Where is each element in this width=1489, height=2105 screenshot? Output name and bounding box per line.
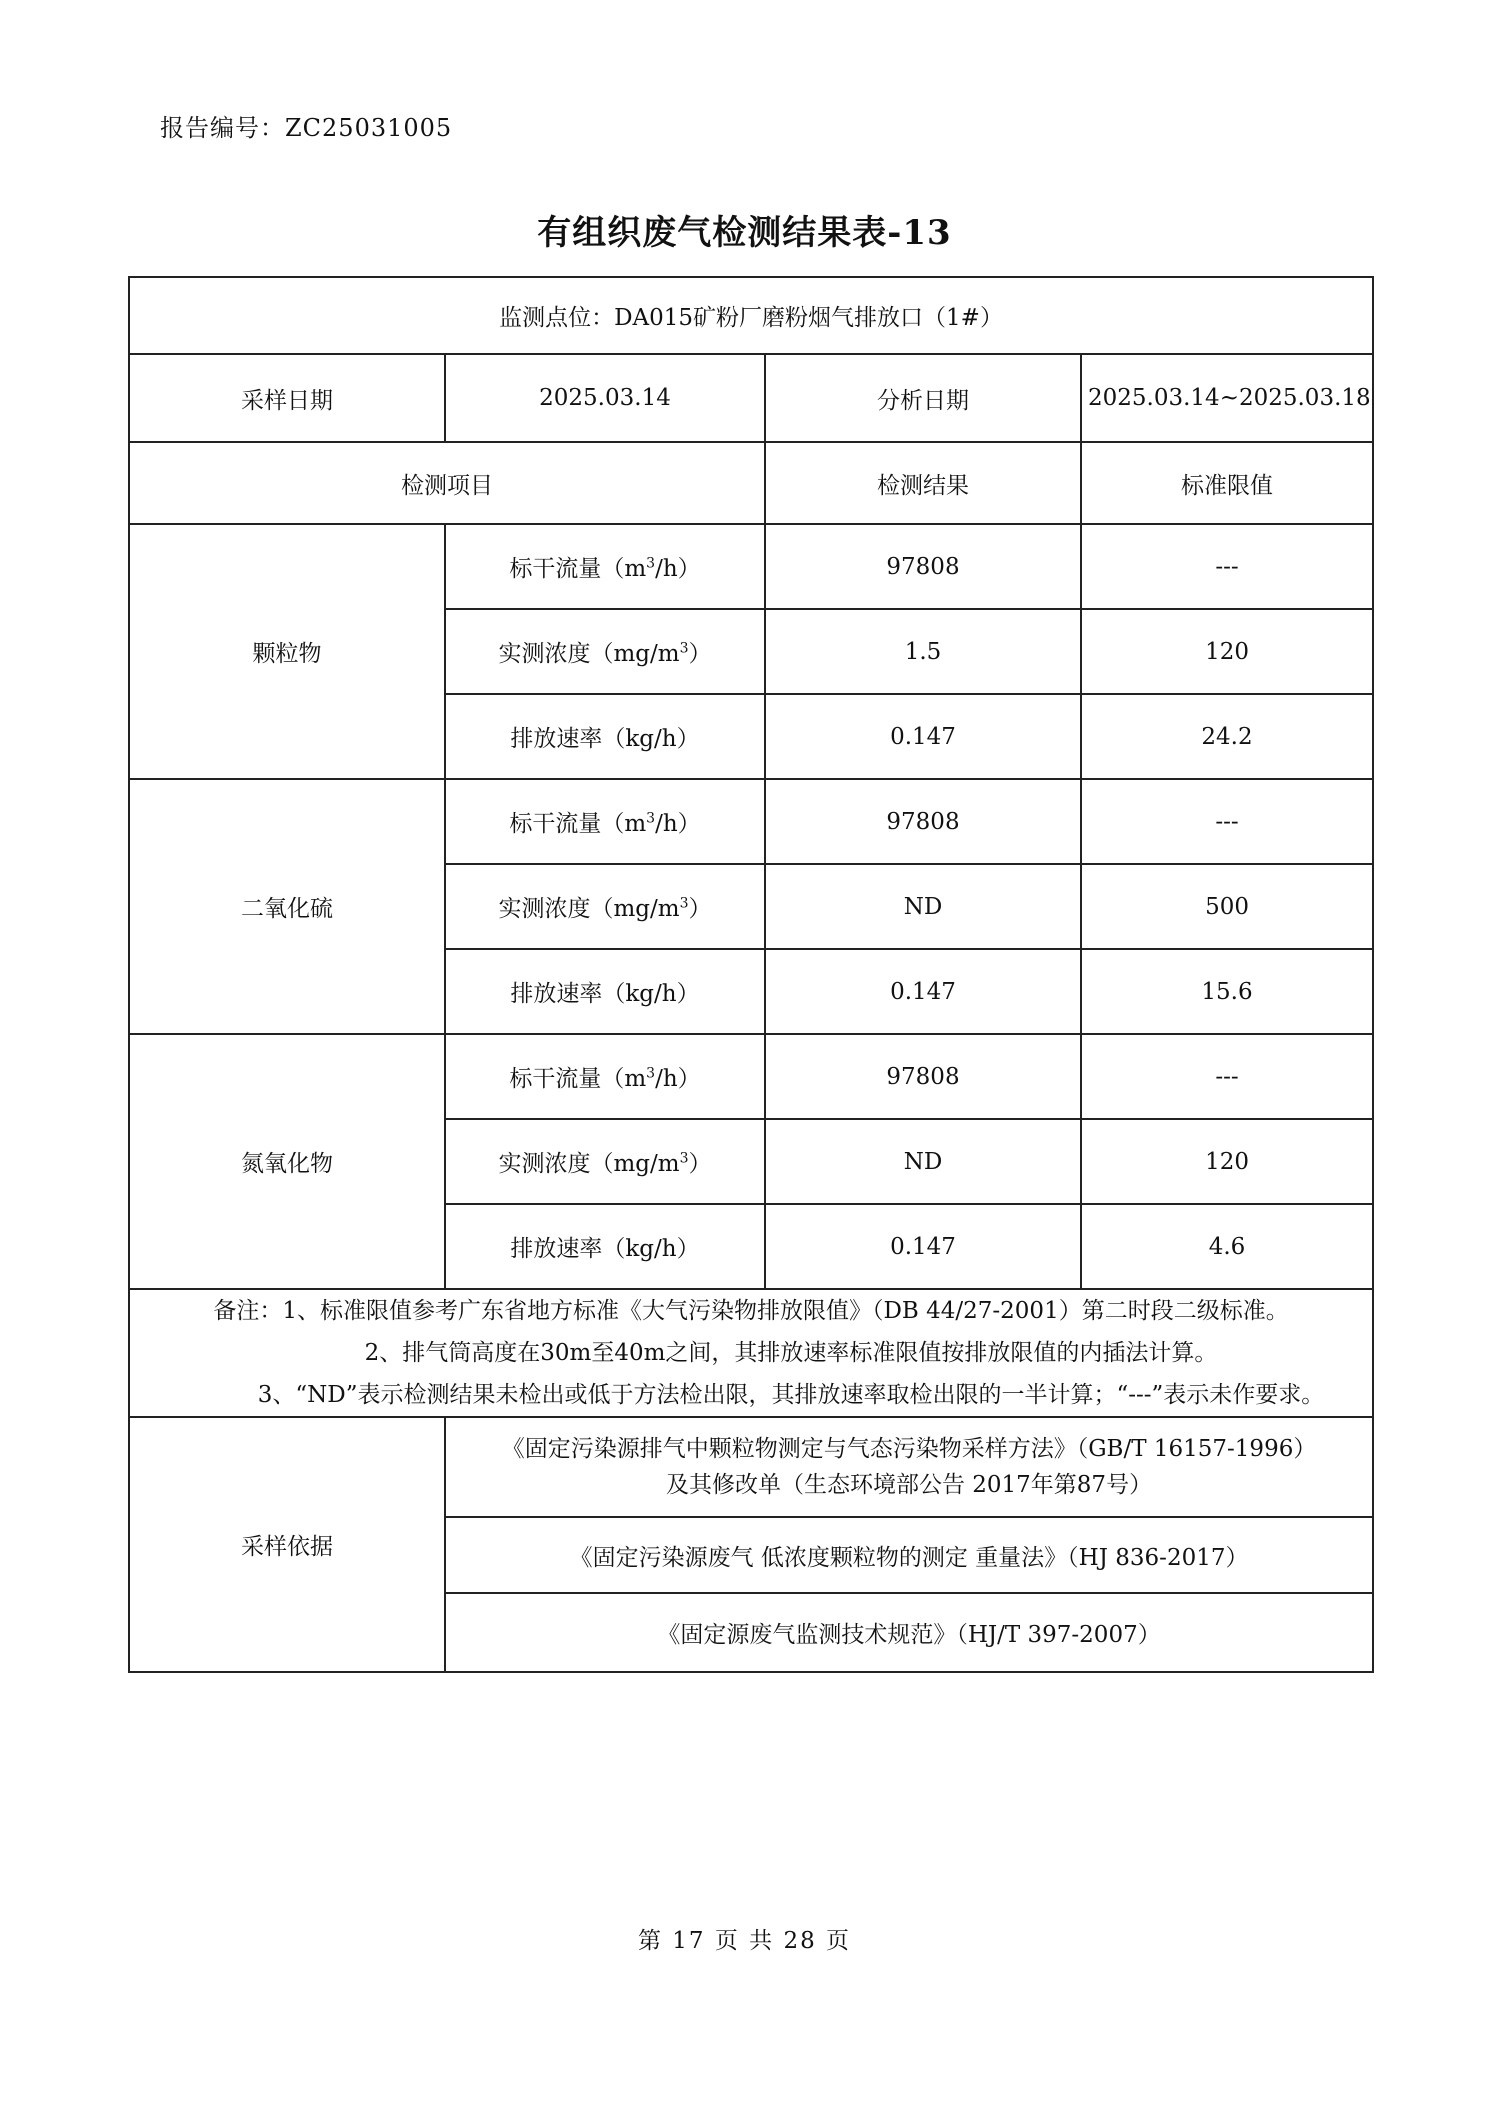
group-name: 二氧化硫 — [129, 779, 445, 1034]
limit-value: 15.6 — [1081, 949, 1373, 1034]
param-text-end: ） — [688, 641, 712, 667]
group-name: 氮氧化物 — [129, 1034, 445, 1289]
basis-1 — [445, 1417, 1373, 1517]
report-number: 报告编号：ZC25031005 — [160, 114, 453, 142]
param-superscript: 3 — [646, 1065, 656, 1082]
param-name — [445, 609, 765, 694]
basis-label: 采样依据 — [129, 1417, 445, 1672]
monitor-point-row — [129, 277, 1373, 354]
param-text-end: /h） — [655, 556, 701, 582]
param-name — [445, 1204, 765, 1289]
table-row — [129, 524, 1373, 609]
col-item-header: 检测项目 — [129, 442, 765, 524]
group-name: 颗粒物 — [129, 524, 445, 779]
param-name — [445, 1034, 765, 1119]
sample-date: 2025.03.14 — [445, 354, 765, 442]
param-superscript: 3 — [679, 640, 689, 657]
results-table — [128, 276, 1374, 1673]
limit-value: --- — [1081, 524, 1373, 609]
param-text: 标干流量（m — [509, 1066, 647, 1092]
param-text: 实测浓度（mg/m — [498, 1151, 680, 1177]
basis-3: 《固定源废气监测技术规范》（HJ/T 397-2007） — [445, 1593, 1373, 1672]
result-value: 97808 — [765, 779, 1081, 864]
col-result-header: 检测结果 — [765, 442, 1081, 524]
param-text: 标干流量（m — [509, 556, 647, 582]
sample-date-label: 采样日期 — [129, 354, 445, 442]
param-text: 排放速率（kg/h） — [510, 981, 700, 1007]
note-3: 3、“ND”表示检测结果未检出或低于方法检出限，其排放速率取检出限的一半计算；“---”表示未作要求。 — [257, 1382, 1325, 1408]
result-value: 0.147 — [765, 1204, 1081, 1289]
limit-value: --- — [1081, 779, 1373, 864]
basis-1-line-1: 《固定污染源排气中颗粒物测定与气态污染物采样方法》（GB/T 16157-1996） — [501, 1436, 1317, 1462]
param-text: 实测浓度（mg/m — [498, 641, 680, 667]
table-row — [129, 779, 1373, 864]
page-title: 有组织废气检测结果表-13 — [537, 213, 952, 253]
param-text-end: ） — [688, 896, 712, 922]
limit-value: --- — [1081, 1034, 1373, 1119]
param-text-end: /h） — [655, 811, 701, 837]
param-name — [445, 864, 765, 949]
page-footer: 第 17 页 共 28 页 — [637, 1928, 852, 1954]
param-superscript: 3 — [679, 895, 689, 912]
limit-value: 24.2 — [1081, 694, 1373, 779]
note-2: 2、排气筒高度在30m至40m之间，其排放速率标准限值按排放限值的内插法计算。 — [364, 1340, 1218, 1366]
date-row — [129, 354, 1373, 442]
param-text: 排放速率（kg/h） — [510, 726, 700, 752]
basis-row-1 — [129, 1417, 1373, 1517]
result-value: 97808 — [765, 1034, 1081, 1119]
param-name — [445, 524, 765, 609]
notes — [129, 1289, 1373, 1417]
param-superscript: 3 — [646, 555, 656, 572]
param-name — [445, 694, 765, 779]
param-text-end: ） — [688, 1151, 712, 1177]
limit-value: 120 — [1081, 609, 1373, 694]
note-1: 备注：1、标准限值参考广东省地方标准《大气污染物排放限值》（DB 44/27-2001）第二时段二级标准。 — [213, 1298, 1289, 1324]
param-text: 排放速率（kg/h） — [510, 1236, 700, 1262]
monitor-point: 监测点位：DA015矿粉厂磨粉烟气排放口（1#） — [129, 277, 1373, 354]
param-text: 实测浓度（mg/m — [498, 896, 680, 922]
result-value: 0.147 — [765, 694, 1081, 779]
param-name — [445, 949, 765, 1034]
header-row — [129, 442, 1373, 524]
param-name — [445, 779, 765, 864]
col-limit-header: 标准限值 — [1081, 442, 1373, 524]
analysis-date-label: 分析日期 — [765, 354, 1081, 442]
param-name — [445, 1119, 765, 1204]
result-value: 0.147 — [765, 949, 1081, 1034]
result-value: ND — [765, 1119, 1081, 1204]
limit-value: 4.6 — [1081, 1204, 1373, 1289]
result-value: ND — [765, 864, 1081, 949]
basis-1-line-2: 及其修改单（生态环境部公告 2017年第87号） — [665, 1472, 1153, 1498]
analysis-date: 2025.03.14~2025.03.18 — [1081, 354, 1373, 442]
result-value: 97808 — [765, 524, 1081, 609]
notes-row — [129, 1289, 1373, 1417]
param-text-end: /h） — [655, 1066, 701, 1092]
result-value: 1.5 — [765, 609, 1081, 694]
param-superscript: 3 — [646, 810, 656, 827]
basis-2: 《固定污染源废气 低浓度颗粒物的测定 重量法》（HJ 836-2017） — [445, 1517, 1373, 1593]
param-superscript: 3 — [679, 1150, 689, 1167]
limit-value: 120 — [1081, 1119, 1373, 1204]
table-row — [129, 1034, 1373, 1119]
param-text: 标干流量（m — [509, 811, 647, 837]
limit-value: 500 — [1081, 864, 1373, 949]
